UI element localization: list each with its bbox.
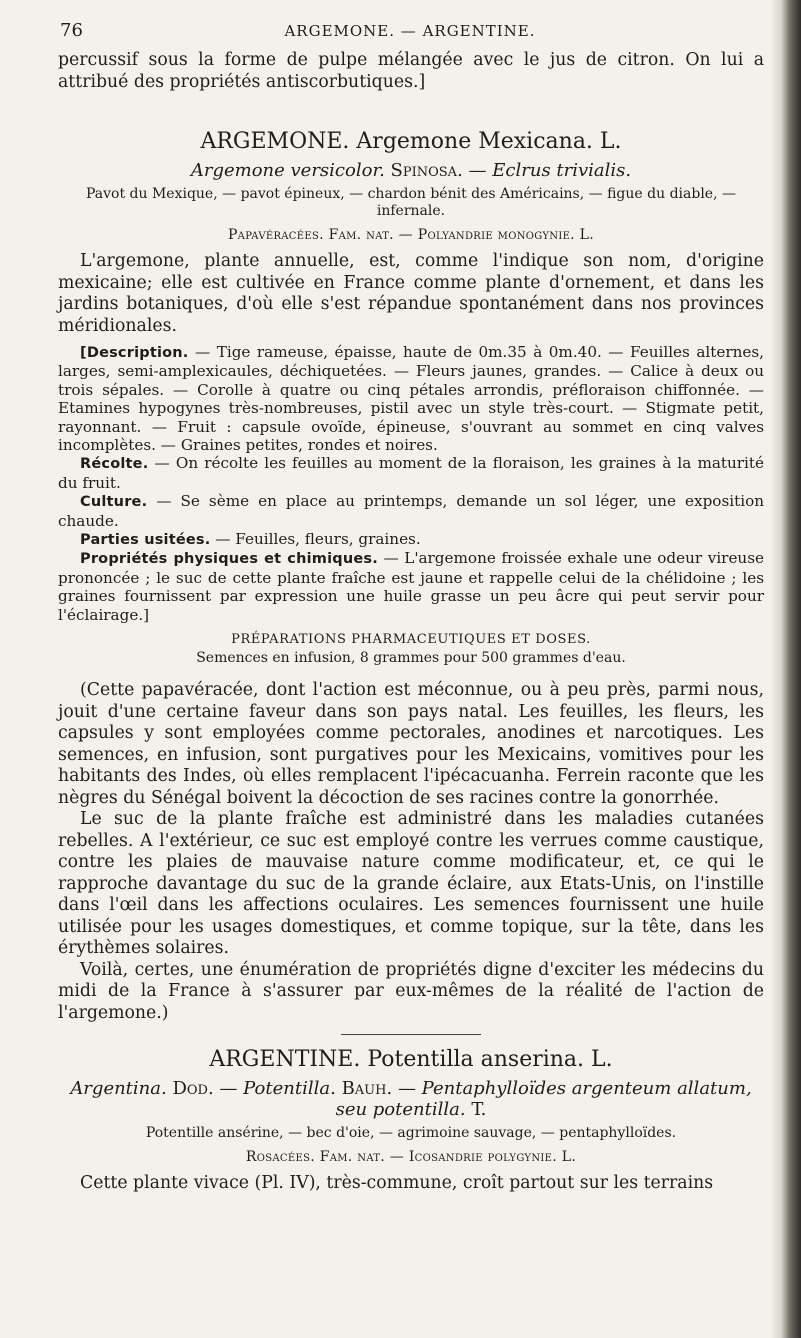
page-gutter-shadow (771, 0, 781, 1338)
running-head: ARGEMONE. — ARGENTINE. (284, 22, 536, 40)
synonym-name: Argemone versicolor. (190, 160, 385, 181)
continuation-paragraph: percussif sous la forme de pulpe mélangée avec le jus de citron. On lui a attribué des propriétés antiscorbutiques.] (58, 50, 764, 92)
section-parties (58, 530, 764, 549)
synonyms-argentine (58, 1078, 764, 1120)
family-argentine: Rosacées. Fam. nat. — Icosandrie polygynie. L. (245, 1149, 577, 1166)
section-text: — Se sème en place au printemps, demande un sol léger, une exposition chaude. (58, 492, 764, 530)
synonym-author: Spinosa. (390, 160, 463, 181)
section-heading: Propriétés physiques et chimiques. (80, 551, 378, 568)
synonym-name: — Pentaphylloïdes argenteum allatum, seu potentilla. (335, 1078, 752, 1121)
family-argemone: Papavéracées. Fam. nat. — Polyandrie monogynie. L. (227, 227, 595, 243)
entry-title-argentine (58, 1047, 764, 1072)
synonym-author: Bauh. (341, 1078, 393, 1100)
book-spine-edge (781, 0, 801, 1338)
section-proprietes (58, 549, 764, 624)
synonym-dash: — (468, 160, 487, 181)
entry-title-main: ARGENTINE. (209, 1047, 361, 1073)
section-divider (341, 1034, 481, 1035)
intro-argentine: Cette plante vivace (Pl. IV), très-commune, croît partout sur les terrains (80, 1173, 714, 1194)
section-description (58, 343, 764, 454)
section-culture (58, 492, 764, 530)
section-recolte (58, 454, 764, 492)
section-heading: Culture. (80, 494, 148, 511)
doses-line: Semences en infusion, 8 grammes pour 500 grammes d'eau. (196, 650, 626, 667)
preparations-heading: PRÉPARATIONS PHARMACEUTIQUES ET DOSES. (231, 632, 591, 648)
synonyms-argemone (58, 160, 764, 181)
common-names-argentine: Potentille ansérine, — bec d'oie, — agrimoine sauvage, — pentaphylloïdes. (145, 1125, 677, 1142)
intro-argemone: L'argemone, plante annuelle, est, comme l'indique son nom, d'origine mexicaine; elle est cultivée en France comme plante d'ornement, et dans les jardins botaniques, d'où elle s'est répandue spontanément dans nos provinces méridionales. (58, 251, 764, 336)
synonym-name: Argentina. (70, 1078, 167, 1100)
commentary-paragraph: (Cette papavéracée, dont l'action est méconnue, ou à peu près, parmi nous, jouit d'une certaine faveur dans son pays natal. Les feuilles, les fleurs, les capsules y sont employées comme pectorales, anodines et narcotiques. Les semences, en infusion, sont purgatives pour les Mexicains, vomitives pour les habitants des Indes, où elles remplacent l'ipécacuanha. Ferrein raconte que les nègres du Sénégal boivent la décoction de ses racines contre la gonorrhée. (58, 680, 764, 808)
entry-title-argemone (58, 129, 764, 154)
section-text: — L'argemone froissée exhale une odeur vireuse prononcée ; le suc de cette plante fraîche est jaune et rappelle celui de la chélidoine ; les graines fournissent par expression une huile grasse un peu âcre qui peut servir pour l'éclairage.] (58, 549, 764, 624)
commentary-paragraph: Le suc de la plante fraîche est administré dans les maladies cutanées rebelles. A l'extérieur, ce suc est employé contre les verrues comme caustique, contre les plaies de mauvaise nature comme modificateur, et, ce qui le rapproche davantage du suc de la grande éclaire, aux Etats-Unis, on l'instille dans l'œil dans les affections oculaires. Les semences fournissent une huile utilisée pour les usages domestiques, et comme topique, sur la tête, dans les érythèmes solaires. (58, 809, 764, 959)
common-names-argemone: Pavot du Mexique, — pavot épineux, — chardon bénit des Américains, — figue du diable, — infernale. (85, 186, 736, 219)
entry-title-main: ARGEMONE. (200, 129, 350, 154)
synonym-name: Eclrus trivialis. (492, 160, 632, 181)
section-heading: Récolte. (80, 456, 149, 473)
section-text: — Feuilles, fleurs, graines. (210, 530, 421, 549)
section-heading: Parties usitées. (80, 532, 211, 549)
synonym-author: Dod. (172, 1078, 214, 1100)
synonym-name: — Potentilla. (219, 1078, 336, 1100)
page-content (58, 50, 764, 1195)
section-text: — Tige rameuse, épaisse, haute de 0m.35 à 0m.40. — Feuilles alternes, larges, semi-amplexicaules, déchiquetées. — Fleurs jaunes, grandes. — Calice à deux ou trois sépales. — Corolle à quatre ou cinq pétales arrondis, préfloraison chiffonnée. — Etamines hypogynes très-nombreuses, pistil avec un style très-court. — Stigmate petit, rayonnant. — Fruit : capsule ovoïde, épineuse, s'ouvrant au sommet en cinq valves incomplètes. — Graines petites, rondes et noires. (58, 343, 764, 455)
entry-title-latin: Argemone Mexicana. L. (356, 129, 622, 154)
synonym-author: T. (471, 1099, 487, 1121)
page-number: 76 (60, 20, 83, 41)
entry-title-latin: Potentilla anserina. L. (367, 1047, 613, 1073)
section-heading: [Description. (80, 345, 189, 361)
section-text: — On récolte les feuilles au moment de la floraison, les graines à la maturité du fruit. (58, 454, 764, 492)
page-header (60, 20, 760, 44)
commentary-paragraph: Voilà, certes, une énumération de propriétés digne d'exciter les médecins du midi de la France à s'assurer par eux-mêmes de la réalité de l'action de l'argemone.) (58, 959, 764, 1023)
